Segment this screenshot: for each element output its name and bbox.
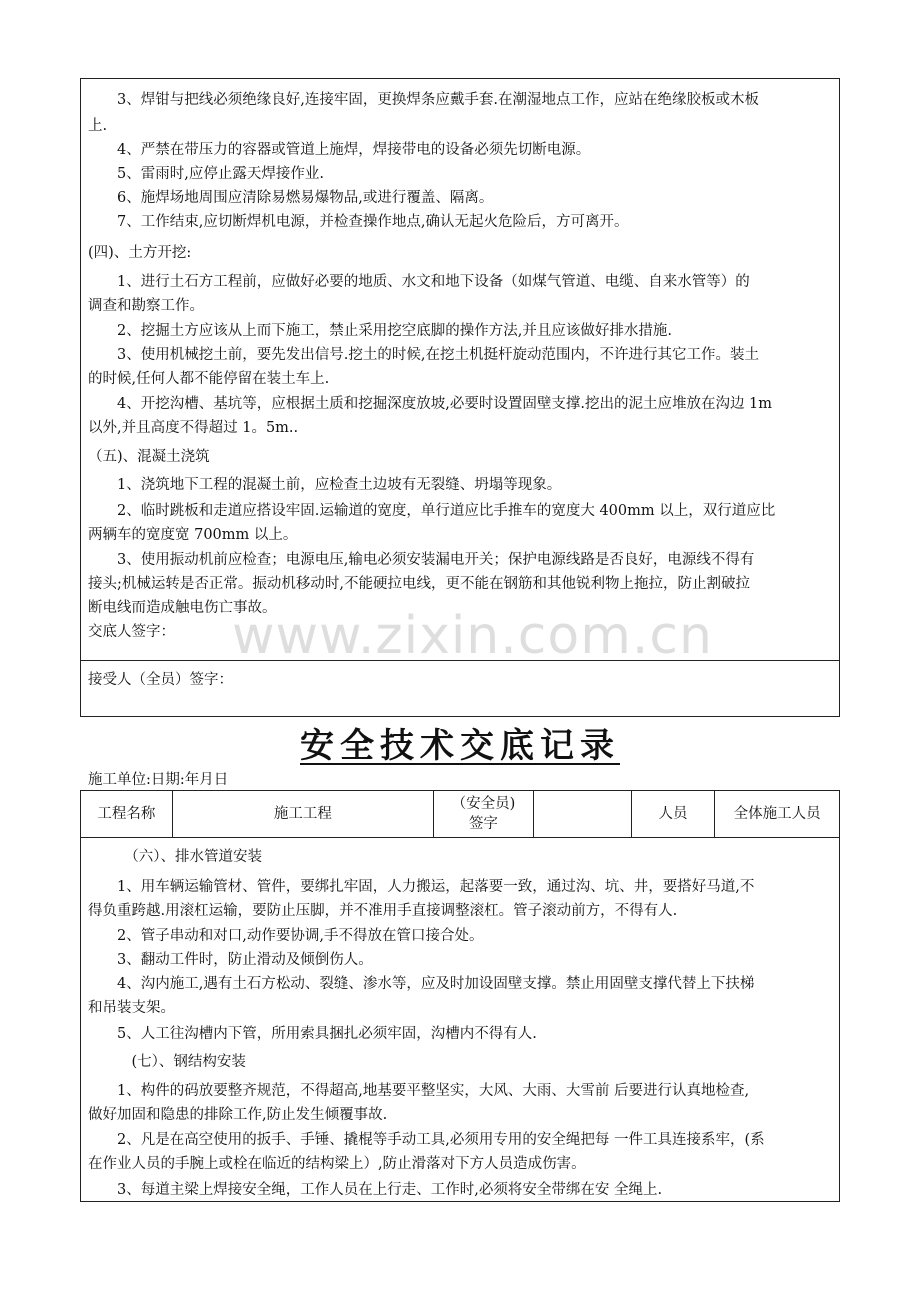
- top-text-line: 4、严禁在带压力的容器或管道上施焊，焊接带电的设备必须先切断电源。: [88, 142, 591, 158]
- top-text-line: (四)、土方开挖:: [88, 245, 192, 261]
- safety-officer-sign-cell: [534, 791, 632, 837]
- top-text-line: 1、进行土石方工程前，应做好必要的地质、水文和地下设备（如煤气管道、电缆、自来水管等）的: [88, 274, 750, 290]
- bottom-text-line: 5、人工往沟槽内下管，所用索具捆扎必须牢固，沟槽内不得有人.: [88, 1026, 537, 1042]
- receiver-signature-label: 接受人（全员）签字：: [88, 672, 233, 688]
- page-title: 安全技术交底记录: [300, 726, 620, 766]
- bottom-text-line: 1、构件的码放要整齐规范，不得超高,地基要平整坚实，大风、大雨、大雪前 后要进行认真地检查,: [88, 1083, 750, 1099]
- top-text-line: 5、雷雨时,应停止露天焊接作业.: [88, 166, 324, 182]
- top-text-line: 上.: [88, 118, 108, 134]
- top-text-line: 两辆车的宽度宽 700mm 以上。: [88, 527, 298, 543]
- project-name-value: 施工工程: [173, 791, 434, 837]
- bottom-text-line: 3、翻动工件时，防止滑动及倾倒伤人。: [88, 952, 373, 968]
- unit-date-line: 施工单位:日期:年月日: [88, 772, 229, 788]
- bottom-text-line: 2、凡是在高空使用的扳手、手锤、撬棍等手动工具,必须用专用的安全绳把每 一件工具连接系牢，(系: [88, 1132, 765, 1148]
- top-text-line: 以外,并且高度不得超过 1。5m..: [88, 420, 299, 436]
- bottom-text-line: (七）、钢结构安装: [88, 1054, 246, 1070]
- top-text-line: 1、浇筑地下工程的混凝土前，应检查土边坡有无裂缝、坍塌等现象。: [88, 477, 562, 493]
- personnel-value: 全体施工人员: [733, 806, 821, 822]
- watermark-text: www.zixin.com.cn: [232, 606, 713, 666]
- bottom-text-line: 2、管子串动和对口,动作要协调,手不得放在管口接合处。: [88, 928, 484, 944]
- safety-officer-label: [434, 791, 534, 837]
- project-name-label: 工程名称: [81, 791, 173, 837]
- top-text-line: 交底人签字：: [88, 624, 175, 640]
- top-text-line: 6、施焊场地周围应清除易燃易爆物品,或进行覆盖、隔离。: [88, 190, 494, 206]
- top-text-line: 2、挖掘土方应该从上而下施工，禁止采用挖空底脚的操作方法,并且应该做好排水措施.: [88, 323, 672, 339]
- header-table-row: [80, 790, 840, 838]
- bottom-text-line: 得负重跨越.用滚杠运输，要防止压脚，并不准用手直接调整滚杠。管子滚动前方，不得有人.: [88, 903, 678, 919]
- top-text-line: 的时候,任何人都不能停留在装土车上.: [88, 371, 330, 387]
- top-text-line: （五)、混凝土浇筑: [88, 449, 210, 465]
- safety-officer-label-line2: 签字: [468, 816, 498, 832]
- bottom-text-line: 和吊装支架。: [88, 1000, 175, 1016]
- safety-officer-label-line1: （安全员): [451, 796, 516, 812]
- personnel-label: 人员: [632, 791, 716, 837]
- bottom-text-line: 1、用车辆运输管材、管件，要绑扎牢固，人力搬运，起落要一致，通过沟、坑、井，要搭好马道,不: [88, 879, 755, 895]
- top-text-line: 7、工作结束,应切断焊机电源，并检查操作地点,确认无起火危险后，方可离开。: [88, 214, 629, 230]
- bottom-text-line: 4、沟内施工,遇有土石方松动、裂缝、渗水等，应及时加设固壁支撑。禁止用固壁支撑代替上下扶梯: [88, 976, 755, 992]
- top-text-line: 3、使用振动机前应检查；电源电压,输电必须安装漏电开关；保护电源线路是否良好，电源线不得有: [88, 552, 755, 568]
- top-text-line: 3、使用机械挖土前，要先发出信号.挖土的时候,在挖土机挺杆旋动范围内，不许进行其它工作。装土: [88, 347, 759, 363]
- top-text-line: 断电线而造成触电伤亡事故。: [88, 600, 277, 616]
- top-text-line: 3、焊钳与把线必须绝缘良好,连接牢固，更换焊条应戴手套.在潮湿地点工作，应站在绝缘胶板或木板: [88, 92, 759, 108]
- top-text-line: 调查和勘察工作。: [88, 298, 204, 314]
- top-text-line: 4、开挖沟槽、基坑等，应根据土质和挖掘深度放坡,必要时设置固壁支撑.挖出的泥土应堆放在沟边 1m: [88, 396, 773, 412]
- top-text-line: 2、临时跳板和走道应搭设牢固.运输道的宽度，单行道应比手推车的宽度大 400mm 以上，双行道应比: [88, 503, 776, 519]
- top-text-line: 接头;机械运转是否正常。振动机移动时,不能硬拉电线，更不能在钢筋和其他锐利物上拖拉，防止割破拉: [88, 576, 750, 592]
- bottom-text-line: 在作业人员的手腕上或栓在临近的结构梁上）,防止滑落对下方人员造成伤害。: [88, 1156, 586, 1172]
- bottom-text-line: 做好加固和隐患的排除工作,防止发生倾覆事故.: [88, 1107, 388, 1123]
- bottom-text-line: （六）、排水管道安装: [88, 849, 262, 865]
- bottom-text-line: 3、每道主梁上焊接安全绳，工作人员在上行走、工作时,必须将安全带绑在安 全绳上.: [88, 1182, 663, 1198]
